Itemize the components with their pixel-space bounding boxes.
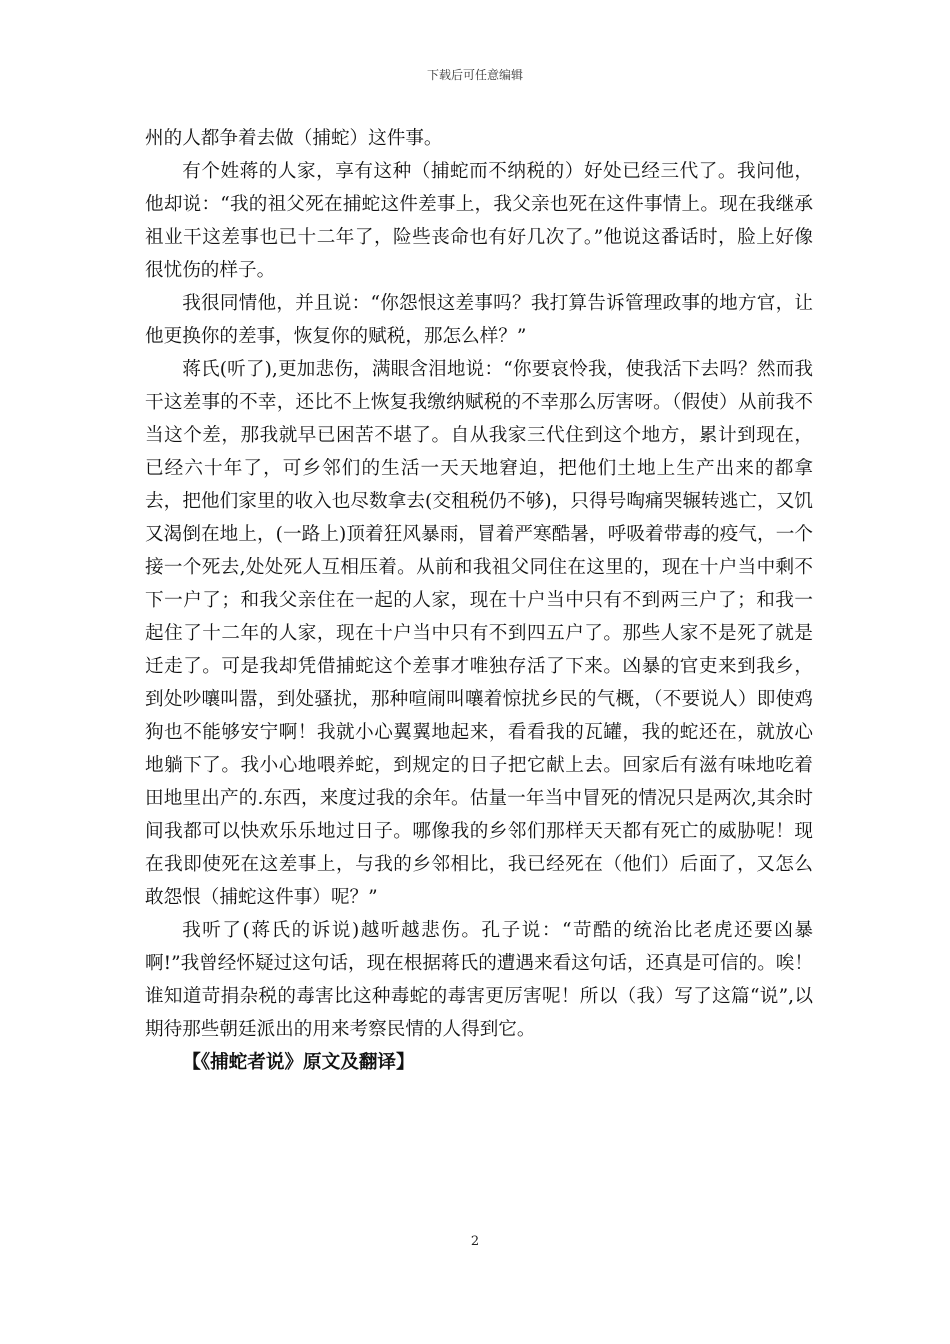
page-header: 下载后可任意编辑 (426, 68, 523, 82)
page-number: 2 (470, 1234, 480, 1249)
paragraph-sympathy: 我很同情他，并且说：“你怨恨这差事吗？我打算告诉管理政事的地方官，让他更换你的差事，恢复你的赋税，那怎么样？” (145, 293, 813, 347)
paragraph-conclusion: 我听了(蒋氏的诉说)越听越悲伤。孔子说：“苛酷的统治比老虎还要凶暴啊!”我曾经怀疑过这句话，现在根据蒋氏的遭遇来看这句话，还真是可信的。唉！谁知道苛捐杂税的毒害比这种毒蛇的毒害更厉害呢！所以（我）写了这篇“说”,以期待那些朝廷派出的用来考察民情的人得到它。 (145, 920, 813, 1040)
section-title: 【《捕蛇者说》原文及翻译】 (182, 1052, 415, 1073)
paragraph-continued: 州的人都争着去做（捕蛇）这件事。 (145, 128, 443, 149)
paragraph-jiang-family: 有个姓蒋的人家，享有这种（捕蛇而不纳税的）好处已经三代了。我问他，他却说：“我的祖父死在捕蛇这件差事上，我父亲也死在这件事情上。现在我继承祖业干这差事也已十二年了，险些丧命也有好几次了。”他说这番话时，脸上好像很忧伤的样子。 (145, 161, 813, 281)
paragraph-jiang-reply: 蒋氏(听了),更加悲伤，满眼含泪地说：“你要哀怜我，使我活下去吗？然而我干这差事的不幸，还比不上恢复我缴纳赋税的不幸那么厉害呀。（假使）从前我不当这个差，那我就早已困苦不堪了。自从我家三代住到这个地方，累计到现在，已经六十年了，可乡邻们的生活一天天地窘迫，把他们土地上生产出来的都拿去，把他们家里的收入也尽数拿去(交租税仍不够)，只得号啕痛哭辗转逃亡，又饥又渴倒在地上，(一路上)顶着狂风暴雨，冒着严寒酷暑，呼吸着带毒的疫气，一个接一个死去,处处死人互相压着。从前和我祖父同住在这里的，现在十户当中剩不下一户了；和我父亲住在一起的人家，现在十户当中只有不到两三户了；和我一起住了十二年的人家，现在十户当中只有不到四五户了。那些人家不是死了就是迁走了。可是我却凭借捕蛇这个差事才唯独存活了下来。凶暴的官吏来到我乡，到处吵嚷叫嚣，到处骚扰，那种喧闹叫嚷着惊扰乡民的气概，（不要说人）即使鸡狗也不能够安宁啊！我就小心翼翼地起来，看看我的瓦罐，我的蛇还在，就放心地躺下了。我小心地喂养蛇，到规定的日子把它献上去。回家后有滋有味地吃着田地里出产的.东西，来度过我的余年。估量一年当中冒死的情况只是两次,其余时间我都可以快欢乐乐地过日子。哪像我的乡邻们那样天天都有死亡的威胁呢！现在我即使死在这差事上，与我的乡邻相比，我已经死在（他们）后面了，又怎么敢怨恨（捕蛇这件事）呢？” (145, 359, 813, 908)
document-body (145, 122, 813, 1079)
